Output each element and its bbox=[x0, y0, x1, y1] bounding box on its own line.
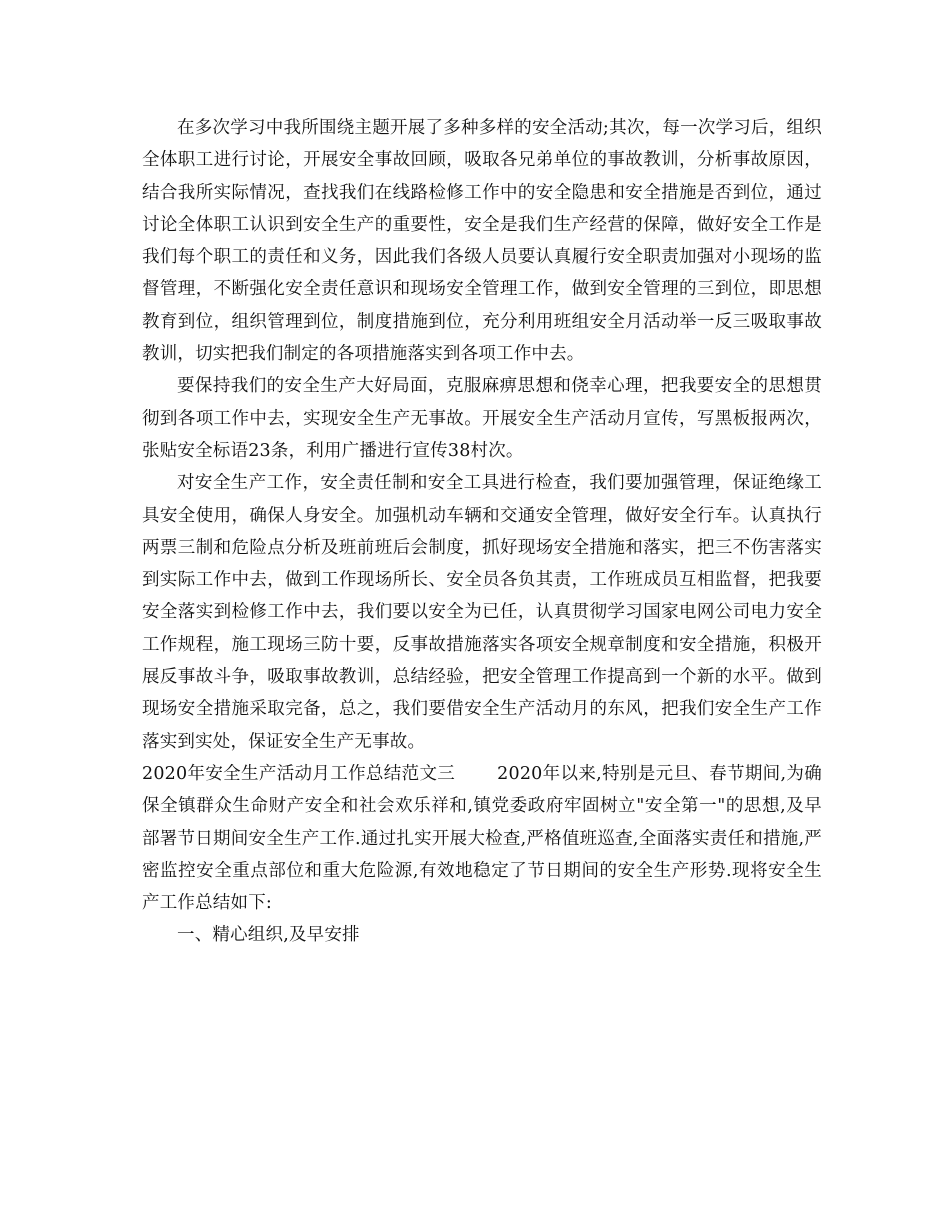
document-body bbox=[142, 112, 822, 952]
item-heading: 一、精心组织,及早安排 bbox=[177, 925, 360, 946]
body-paragraph-3: 对安全生产工作，安全责任制和安全工具进行检查，我们要加强管理，保证绝缘工具安全使用，确保人身安全。加强机动车辆和交通安全管理，做好安全行车。认真执行两票三制和危险点分析及班前班后会制度，抓好现场安全措施和落实，把三不伤害落实到实际工作中去，做到工作现场所长、安全员各负其责，工作班成员互相监督，把我要安全落实到检修工作中去，我们要以安全为已任，认真贯彻学习国家电网公司电力安全工作规程，施工现场三防十要，反事故措施落实各项安全规章制度和安全措施，积极开展反事故斗争，吸取事故教训，总结经验，把安全管理工作提高到一个新的水平。做到现场安全措施采取完备，总之，我们要借安全生产活动月的东风，把我们安全生产工作落实到实处，保证安全生产无事故。 bbox=[142, 473, 822, 752]
body-paragraph-1: 在多次学习中我所围绕主题开展了多种多样的安全活动;其次，每一次学习后，组织全体职工进行讨论，开展安全事故回顾，吸取各兄弟单位的事故教训，分析事故原因，结合我所实际情况，查找我们在线路检修工作中的安全隐患和安全措施是否到位，通过讨论全体职工认识到安全生产的重要性，安全是我们生产经营的保障，做好安全工作是我们每个职工的责任和义务，因此我们各级人员要认真履行安全职责加强对小现场的监督管理，不断强化安全责任意识和现场安全管理工作，做到安全管理的三到位，即思想教育到位，组织管理到位，制度措施到位，充分利用班组安全月活动举一反三吸取事故教训，切实把我们制定的各项措施落实到各项工作中去。 bbox=[142, 118, 822, 365]
section-title: 2020年安全生产活动月工作总结范文三 bbox=[142, 763, 456, 784]
body-paragraph-2: 要保持我们的安全生产大好局面，克服麻痹思想和侥幸心理，把我要安全的思想贯彻到各项工作中去，实现安全生产无事故。开展安全生产活动月宣传，写黑板报两次，张贴安全标语23条，利用广播进行宣传38村次。 bbox=[142, 376, 822, 461]
section-paragraph bbox=[142, 758, 822, 919]
section-body: 2020年以来,特别是元旦、春节期间,为确保全镇群众生命财产安全和社会欢乐祥和,镇党委政府牢固树立"安全第一"的思想,及早部署节日期间安全生产工作.通过扎实开展大检查,严格值班巡查,全面落实责任和措施,严密监控安全重点部位和重大危险源,有效地稳定了节日期间的安全生产形势.现将安全生产工作总结如下: bbox=[142, 763, 822, 914]
